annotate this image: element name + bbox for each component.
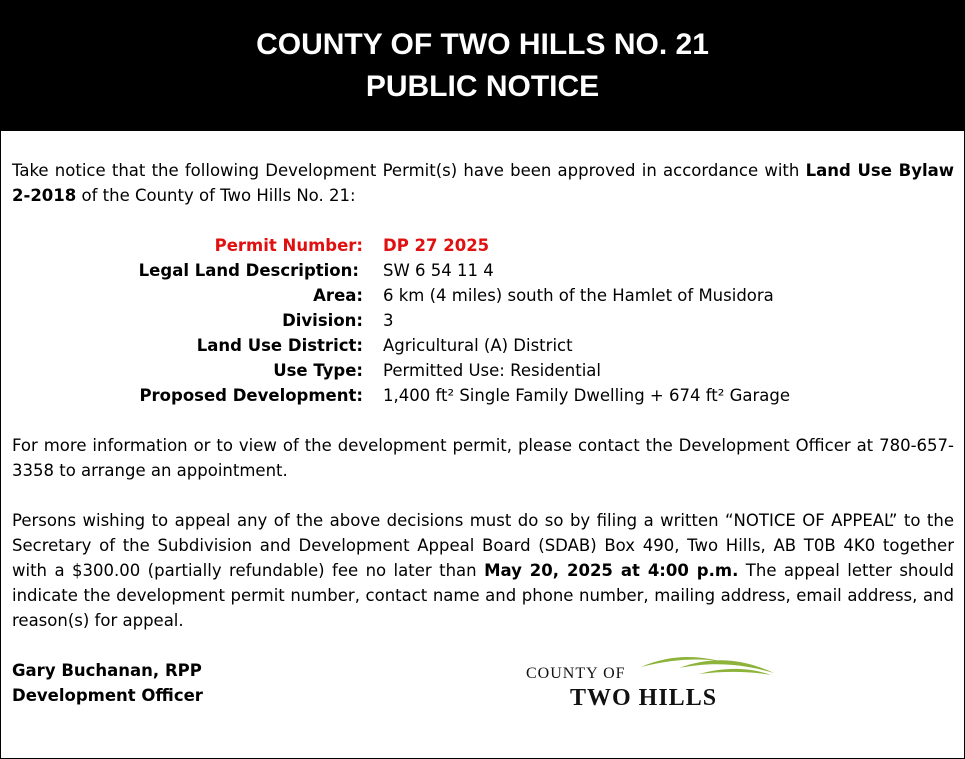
area-label: Area:	[313, 286, 363, 305]
permit-number-label: Permit Number:	[214, 236, 363, 255]
appeal-text-after: The appeal letter should indicate the development permit number, contact name and phone number, mailing address, email address, and reason(s) for appeal.	[12, 561, 954, 630]
intro-paragraph	[12, 158, 954, 208]
legal-land-row	[1, 258, 790, 283]
division-label: Division:	[282, 311, 363, 330]
legal-land-label: Legal Land Description:	[138, 261, 359, 280]
intro-text-after: of the County of Two Hills No. 21:	[76, 186, 356, 205]
appeal-text-before: Persons wishing to appeal any of the above decisions must do so by filing a written “NOTICE OF APPEAL” to the Secretary of the Subdivision and Development Appeal Board (SDAB) Box 490, Two Hills, AB T0B 4K0 together with a $300.00 (partially refundable) fee no later than	[12, 511, 954, 580]
contact-paragraph: For more information or to view of the development permit, please contact the Development Officer at 780-657-3358 to arrange an appointment.	[12, 436, 954, 480]
logo-two-hills: TWO HILLS	[570, 685, 718, 711]
signature-name: Gary Buchanan, RPP	[12, 661, 202, 680]
legal-land-value: SW 6 54 11 4	[383, 261, 494, 280]
proposed-development-value: 1,400 ft² Single Family Dwelling + 674 ft² Garage	[383, 386, 790, 405]
area-row	[1, 283, 790, 308]
logo-county-of: COUNTY OF	[526, 665, 626, 682]
permit-number-value: DP 27 2025	[383, 236, 490, 255]
header-county-title: COUNTY OF TWO HILLS NO. 21	[256, 28, 709, 61]
hills-icon	[639, 653, 779, 683]
appeal-deadline: May 20, 2025 at 4:00 p.m.	[484, 561, 739, 580]
division-row	[1, 308, 790, 333]
use-type-row	[1, 358, 790, 383]
header-notice-title: PUBLIC NOTICE	[365, 70, 600, 103]
area-value: 6 km (4 miles) south of the Hamlet of Musidora	[383, 286, 774, 305]
proposed-development-label: Proposed Development:	[139, 386, 363, 405]
permit-details-table	[1, 233, 790, 408]
use-type-value: Permitted Use: Residential	[383, 361, 601, 380]
land-use-district-value: Agricultural (A) District	[383, 336, 573, 355]
land-use-district-label: Land Use District:	[196, 336, 363, 355]
permit-number-row	[1, 233, 790, 258]
use-type-label: Use Type:	[273, 361, 363, 380]
signature-title: Development Officer	[12, 686, 203, 705]
land-use-district-row	[1, 333, 790, 358]
intro-text-before: Take notice that the following Development Permit(s) have been approved in accordance with	[12, 161, 806, 180]
appeal-paragraph	[12, 508, 954, 633]
intro-bylaw: Land Use Bylaw 2-2018	[12, 161, 954, 205]
county-logo	[521, 653, 781, 715]
proposed-development-row	[1, 383, 790, 408]
signature-block	[12, 658, 203, 708]
notice-header	[1, 1, 964, 131]
division-value: 3	[383, 311, 394, 330]
